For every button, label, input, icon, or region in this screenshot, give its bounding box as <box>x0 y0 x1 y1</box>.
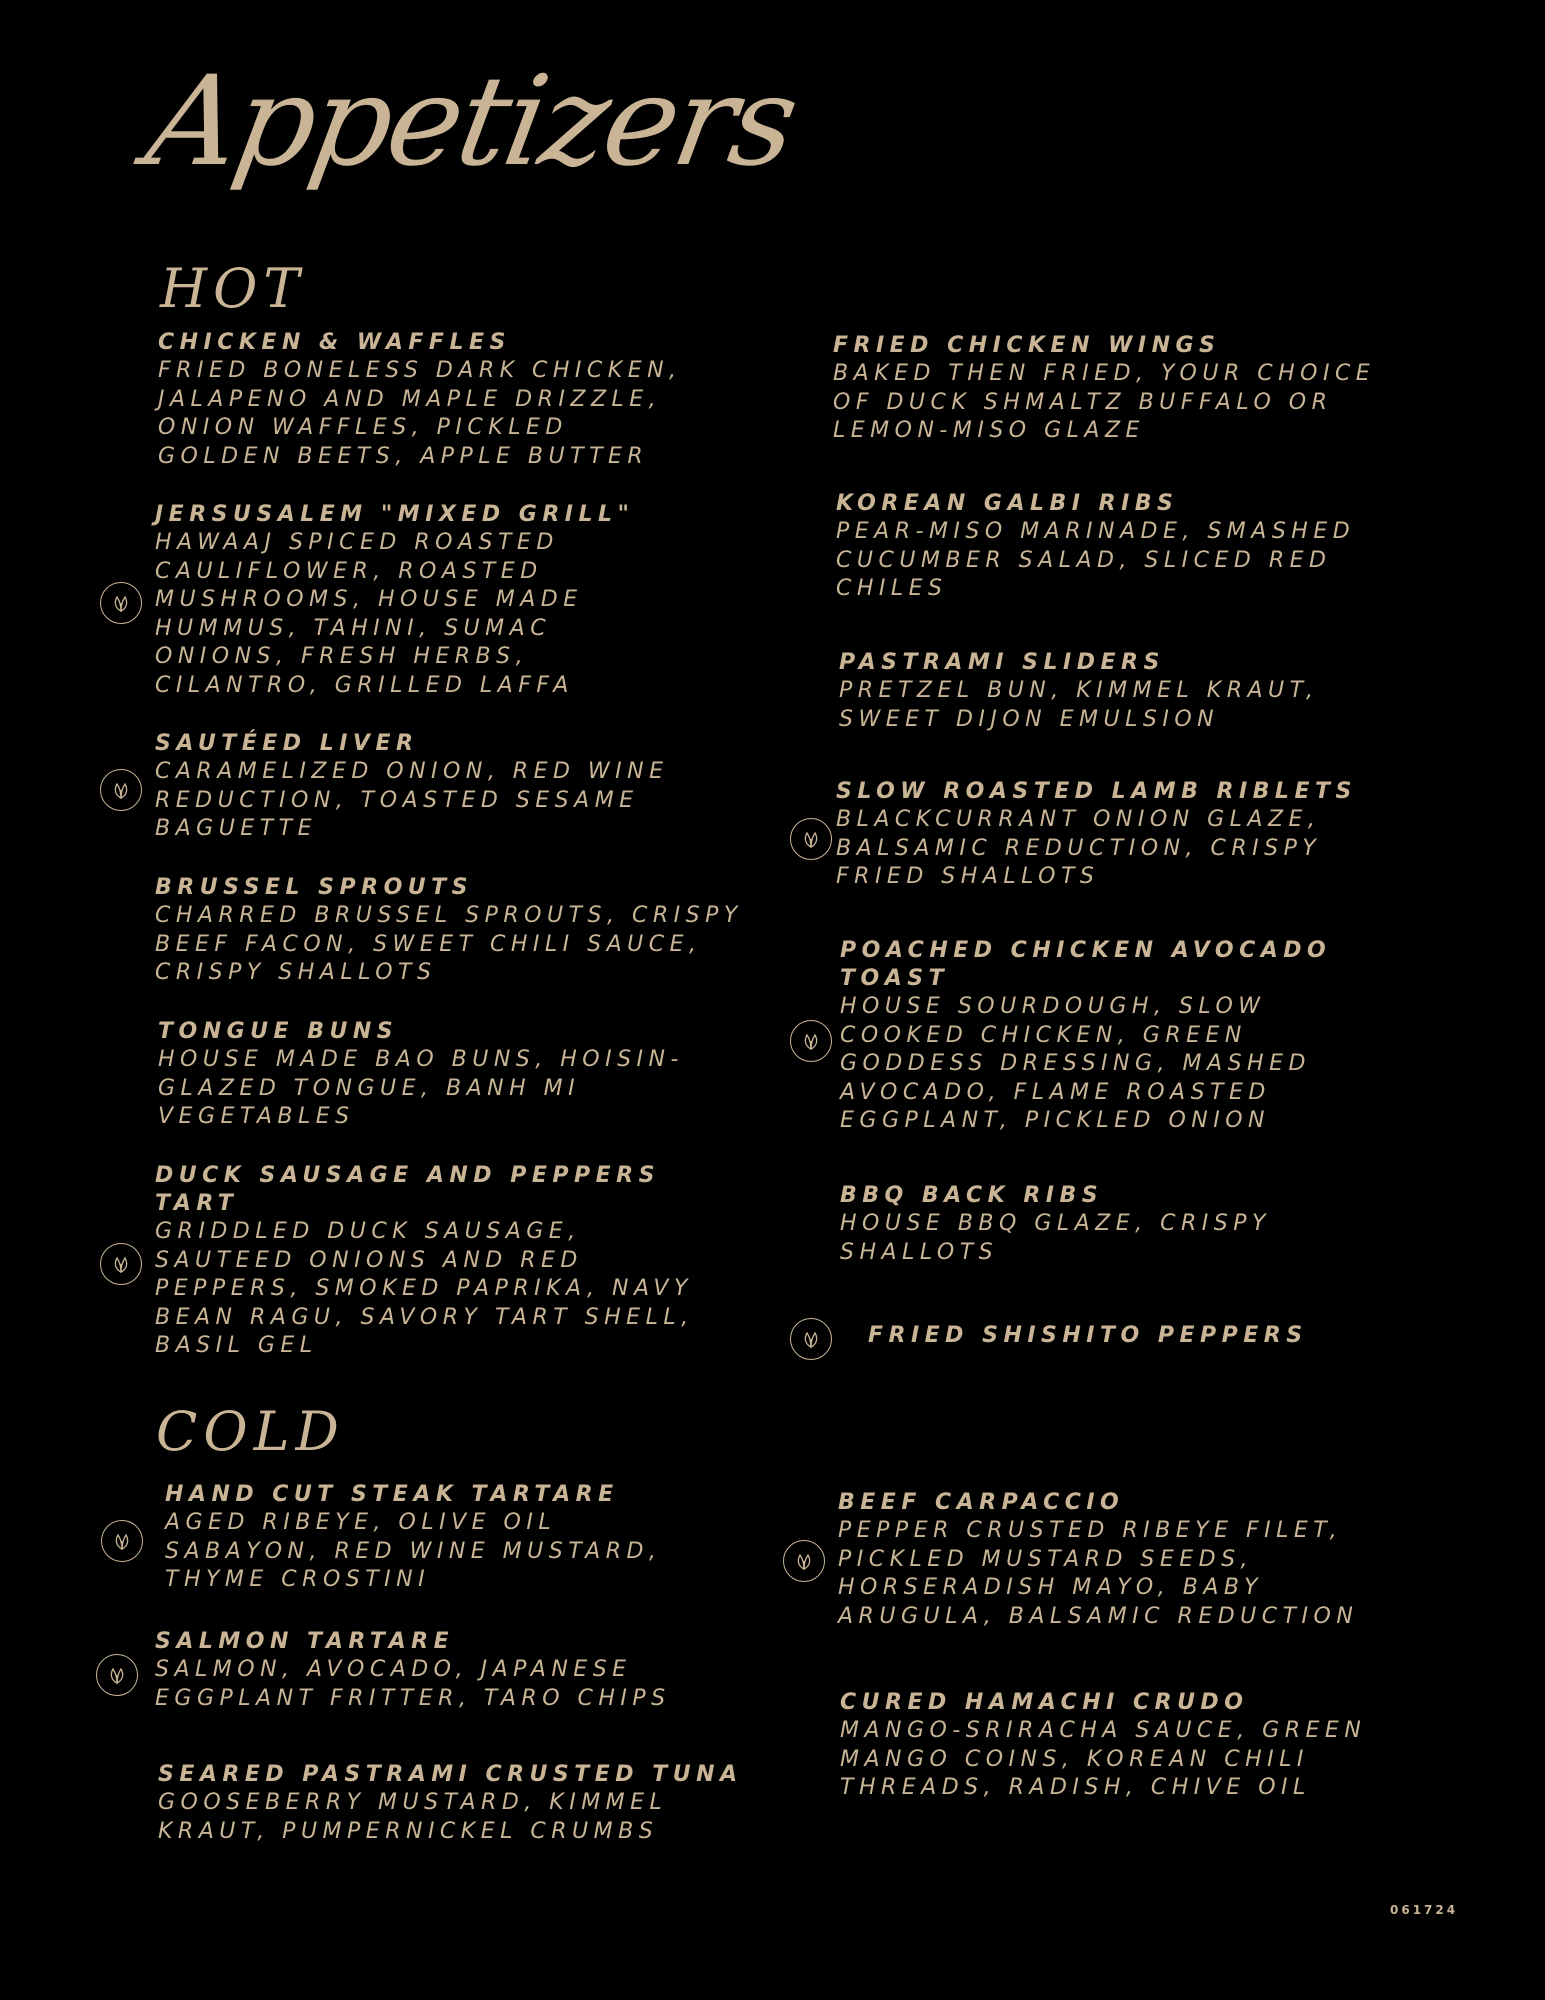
item-description: CARAMELIZED ONION, RED WINE REDUCTION, TOASTED SESAME BAGUETTE <box>155 759 669 841</box>
item-name: KOREAN GALBI RIBS <box>836 491 1179 516</box>
item-description: MANGO-SRIRACHA SAUCE, GREEN MANGO COINS, KOREAN CHILI THREADS, RADISH, CHIVE OIL <box>840 1718 1367 1800</box>
item-name: CURED HAMACHI CRUDO <box>840 1690 1249 1715</box>
item-name: PASTRAMI SLIDERS <box>839 650 1165 675</box>
item-name: DUCK SAUSAGE AND PEPPERS TART <box>155 1163 660 1216</box>
footer-code: 061724 <box>1390 1903 1459 1917</box>
item-name: FRIED SHISHITO PEPPERS <box>868 1323 1308 1348</box>
leaf-icon <box>100 769 142 811</box>
leaf-icon <box>790 1318 832 1360</box>
item-name: BEEF CARPACCIO <box>838 1490 1125 1515</box>
leaf-icon <box>100 582 142 624</box>
menu-item-brussel-sprouts <box>155 874 755 988</box>
menu-item-pastrami-sliders <box>839 649 1399 734</box>
item-description: PRETZEL BUN, KIMMEL KRAUT, SWEET DIJON EMULSION <box>839 678 1319 732</box>
item-name: HAND CUT STEAK TARTARE <box>165 1482 619 1507</box>
item-description: CHARRED BRUSSEL SPROUTS, CRISPY BEEF FACON, SWEET CHILI SAUCE, CRISPY SHALLOTS <box>155 903 743 985</box>
item-description: BAKED THEN FRIED, YOUR CHOICE OF DUCK SHMALTZ BUFFALO OR LEMON-MISO GLAZE <box>833 361 1376 443</box>
item-name: CHICKEN & WAFFLES <box>158 330 511 355</box>
item-name: BRUSSEL SPROUTS <box>155 875 474 900</box>
menu-item-bbq-back-ribs <box>840 1182 1400 1267</box>
item-description: PEAR-MISO MARINADE, SMASHED CUCUMBER SALAD, SLICED RED CHILES <box>836 519 1356 601</box>
section-hot: HOT <box>160 257 306 320</box>
menu-item-steak-tartare <box>165 1481 725 1595</box>
item-name: SALMON TARTARE <box>155 1629 455 1654</box>
item-description: AGED RIBEYE, OLIVE OIL SABAYON, RED WINE MUSTARD, THYME CROSTINI <box>165 1510 662 1592</box>
item-name: POACHED CHICKEN AVOCADO TOAST <box>840 938 1332 991</box>
menu-item-chicken-waffles <box>158 329 718 471</box>
menu-item-avocado-toast <box>840 937 1400 1136</box>
item-name: SLOW ROASTED LAMB RIBLETS <box>836 779 1357 804</box>
leaf-icon <box>96 1654 138 1696</box>
item-description: PEPPER CRUSTED RIBEYE FILET, PICKLED MUSTARD SEEDS, HORSERADISH MAYO, BABY ARUGULA, BALSAMIC REDUCTION <box>838 1518 1359 1629</box>
menu-item-duck-sausage <box>155 1162 735 1361</box>
item-name: SEARED PASTRAMI CRUSTED TUNA <box>158 1762 743 1787</box>
item-description: BLACKCURRANT ONION GLAZE, BALSAMIC REDUCTION, CRISPY FRIED SHALLOTS <box>836 807 1322 889</box>
item-description: GOOSEBERRY MUSTARD, KIMMEL KRAUT, PUMPERNICKEL CRUMBS <box>158 1790 668 1844</box>
page-title: Appetizers <box>137 50 806 194</box>
menu-item-salmon-tartare <box>155 1628 715 1713</box>
item-description: HOUSE MADE BAO BUNS, HOISIN-GLAZED TONGUE, BANH MI VEGETABLES <box>158 1047 684 1129</box>
menu-item-pastrami-tuna <box>158 1761 758 1846</box>
menu-item-hamachi-crudo <box>840 1689 1400 1803</box>
leaf-icon <box>790 818 832 860</box>
item-name: TONGUE BUNS <box>158 1019 399 1044</box>
item-name: SAUTÉED LIVER <box>155 731 419 756</box>
menu-item-fried-chicken-wings <box>833 332 1393 446</box>
item-description: FRIED BONELESS DARK CHICKEN, JALAPENO AND MAPLE DRIZZLE, ONION WAFFLES, PICKLED GOLDEN BEETS, APPLE BUTTER <box>158 358 682 469</box>
leaf-icon <box>790 1020 832 1062</box>
item-description: SALMON, AVOCADO, JAPANESE EGGPLANT FRITTER, TARO CHIPS <box>155 1657 671 1711</box>
menu-item-tongue-buns <box>158 1018 738 1132</box>
leaf-icon <box>783 1540 825 1582</box>
menu-item-sauteed-liver <box>155 730 725 844</box>
menu-item-lamb-riblets <box>836 778 1396 892</box>
item-description: HOUSE SOURDOUGH, SLOW COOKED CHICKEN, GREEN GODDESS DRESSING, MASHED AVOCADO, FLAME ROASTED EGGPLANT, PICKLED ONION <box>840 994 1311 1133</box>
leaf-icon <box>100 1243 142 1285</box>
item-name: BBQ BACK RIBS <box>840 1183 1104 1208</box>
item-name: FRIED CHICKEN WINGS <box>833 333 1221 358</box>
menu-item-beef-carpaccio <box>838 1489 1398 1631</box>
section-cold: COLD <box>156 1400 345 1463</box>
menu-item-mixed-grill <box>155 501 635 700</box>
menu-item-korean-galbi-ribs <box>836 490 1396 604</box>
menu-item-fried-shishito-peppers <box>868 1322 1428 1350</box>
leaf-icon <box>101 1520 143 1562</box>
item-description: HAWAAJ SPICED ROASTED CAULIFLOWER, ROASTED MUSHROOMS, HOUSE MADE HUMMUS, TAHINI, SUMAC ONIONS, FRESH HERBS, CILANTRO, GRILLED LAFFA <box>155 530 583 698</box>
item-description: GRIDDLED DUCK SAUSAGE, SAUTEED ONIONS AND RED PEPPERS, SMOKED PAPRIKA, NAVY BEAN RAGU, SAVORY TART SHELL, BASIL GEL <box>155 1219 694 1358</box>
item-description: HOUSE BBQ GLAZE, CRISPY SHALLOTS <box>840 1211 1271 1265</box>
item-name: JERSUSALEM "MIXED GRILL" <box>155 502 635 527</box>
